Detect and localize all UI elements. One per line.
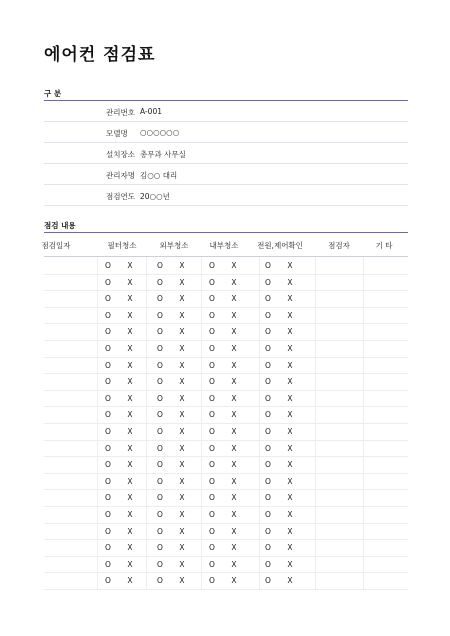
mark-o[interactable]: O xyxy=(265,476,271,486)
mark-o[interactable]: O xyxy=(265,460,271,470)
mark-x[interactable]: X xyxy=(179,427,185,436)
mark-x[interactable]: X xyxy=(231,576,237,586)
mark-o[interactable]: O xyxy=(157,493,163,503)
table-row xyxy=(44,390,408,408)
mark-o[interactable]: O xyxy=(105,476,111,486)
mark-o[interactable]: O xyxy=(105,493,111,503)
mark-o[interactable]: O xyxy=(209,576,215,586)
mark-o[interactable]: O xyxy=(265,443,271,453)
col-header-etc: 기 타 xyxy=(375,241,393,250)
mark-o[interactable]: O xyxy=(265,327,271,337)
mark-x[interactable]: X xyxy=(287,543,293,553)
mark-x[interactable]: X xyxy=(127,510,133,519)
mark-x[interactable]: X xyxy=(127,526,133,536)
table-row xyxy=(44,274,408,292)
table-row xyxy=(44,523,408,541)
mark-x[interactable]: X xyxy=(127,377,133,387)
mark-o[interactable]: O xyxy=(157,277,163,287)
mark-o[interactable]: O xyxy=(209,294,215,304)
mark-o[interactable]: O xyxy=(209,493,215,503)
mark-x[interactable]: X xyxy=(231,310,237,320)
table-row xyxy=(44,456,408,474)
mark-o[interactable]: O xyxy=(209,310,215,320)
table-row xyxy=(44,556,408,574)
mark-o[interactable]: O xyxy=(265,261,271,270)
mark-x[interactable]: X xyxy=(179,526,185,536)
col-header-outer: 외부청소 xyxy=(159,241,189,250)
mark-o[interactable]: O xyxy=(265,410,271,420)
mark-o[interactable]: O xyxy=(105,377,111,387)
mark-o[interactable]: O xyxy=(265,310,271,320)
table-row xyxy=(44,373,408,391)
mark-o[interactable]: O xyxy=(265,360,271,370)
mark-o[interactable]: O xyxy=(105,543,111,553)
mark-o[interactable]: O xyxy=(209,559,215,569)
col-header-date: 점검일자 xyxy=(41,241,71,250)
table-row xyxy=(44,423,408,441)
mark-o[interactable]: O xyxy=(209,526,215,536)
mark-x[interactable]: X xyxy=(179,393,185,403)
mark-x[interactable]: X xyxy=(127,543,133,553)
mark-x[interactable]: X xyxy=(287,327,293,337)
mark-o[interactable]: O xyxy=(209,377,215,387)
table-row xyxy=(44,257,408,275)
mark-x[interactable]: X xyxy=(287,393,293,403)
mark-x[interactable]: X xyxy=(231,460,237,470)
info-row xyxy=(44,100,408,122)
mark-x[interactable]: X xyxy=(287,360,293,370)
mark-x[interactable]: X xyxy=(287,526,293,536)
mark-o[interactable]: O xyxy=(265,559,271,569)
column-divider xyxy=(97,257,98,589)
mark-o[interactable]: O xyxy=(157,510,163,519)
mark-x[interactable]: X xyxy=(179,344,185,353)
mark-o[interactable]: O xyxy=(105,294,111,304)
mark-o[interactable]: O xyxy=(265,576,271,586)
mark-o[interactable]: O xyxy=(265,543,271,553)
mark-x[interactable]: X xyxy=(127,427,133,436)
mark-x[interactable]: X xyxy=(127,360,133,370)
mark-x[interactable]: X xyxy=(287,410,293,420)
col-header-inner: 내부청소 xyxy=(209,241,239,250)
mark-o[interactable]: O xyxy=(105,310,111,320)
mark-o[interactable]: O xyxy=(157,327,163,337)
inspection-table-header xyxy=(41,236,408,254)
mark-o[interactable]: O xyxy=(105,277,111,287)
mark-x[interactable]: X xyxy=(127,559,133,569)
mark-o[interactable]: O xyxy=(209,543,215,553)
mark-o[interactable]: O xyxy=(157,360,163,370)
mark-x[interactable]: X xyxy=(127,294,133,304)
mark-o[interactable]: O xyxy=(209,476,215,486)
mark-x[interactable]: X xyxy=(127,327,133,337)
mark-x[interactable]: X xyxy=(179,443,185,453)
mark-x[interactable]: X xyxy=(287,294,293,304)
info-label: 설치장소 xyxy=(106,150,135,159)
mark-x[interactable]: X xyxy=(231,277,237,287)
mark-x[interactable]: X xyxy=(127,393,133,403)
mark-o[interactable]: O xyxy=(265,393,271,403)
mark-o[interactable]: O xyxy=(209,443,215,453)
section-label-inspection: 점검 내용 xyxy=(44,221,76,230)
mark-o[interactable]: O xyxy=(209,360,215,370)
mark-o[interactable]: O xyxy=(209,427,215,436)
mark-x[interactable]: X xyxy=(231,526,237,536)
mark-o[interactable]: O xyxy=(105,327,111,337)
info-row xyxy=(44,163,408,185)
mark-x[interactable]: X xyxy=(231,410,237,420)
section-divider xyxy=(44,232,408,233)
info-row xyxy=(44,184,408,206)
mark-x[interactable]: X xyxy=(127,460,133,470)
mark-o[interactable]: O xyxy=(157,526,163,536)
info-value: A-001 xyxy=(140,107,162,116)
mark-o[interactable]: O xyxy=(265,427,271,436)
mark-x[interactable]: X xyxy=(179,377,185,387)
column-divider xyxy=(201,257,202,589)
mark-x[interactable]: X xyxy=(287,427,293,436)
table-row xyxy=(44,539,408,557)
info-label: 관리자명 xyxy=(106,171,135,180)
mark-o[interactable]: O xyxy=(157,427,163,436)
mark-o[interactable]: O xyxy=(157,410,163,420)
info-row xyxy=(44,121,408,143)
mark-o[interactable]: O xyxy=(209,344,215,353)
mark-x[interactable]: X xyxy=(231,510,237,519)
mark-x[interactable]: X xyxy=(287,344,293,353)
table-row xyxy=(44,473,408,491)
column-divider xyxy=(146,257,147,589)
mark-x[interactable]: X xyxy=(287,377,293,387)
mark-x[interactable]: X xyxy=(287,476,293,486)
mark-o[interactable]: O xyxy=(105,393,111,403)
mark-x[interactable]: X xyxy=(231,443,237,453)
col-header-filter: 필터청소 xyxy=(107,241,137,250)
mark-x[interactable]: X xyxy=(179,410,185,420)
mark-x[interactable]: X xyxy=(127,443,133,453)
mark-x[interactable]: X xyxy=(287,493,293,503)
mark-x[interactable]: X xyxy=(179,261,185,270)
mark-o[interactable]: O xyxy=(209,393,215,403)
mark-x[interactable]: X xyxy=(231,261,237,270)
mark-o[interactable]: O xyxy=(157,543,163,553)
mark-o[interactable]: O xyxy=(157,261,163,270)
column-divider xyxy=(315,257,316,589)
mark-o[interactable]: O xyxy=(209,410,215,420)
mark-x[interactable]: X xyxy=(179,493,185,503)
table-row xyxy=(44,290,408,308)
mark-x[interactable]: X xyxy=(179,360,185,370)
mark-x[interactable]: X xyxy=(231,360,237,370)
mark-x[interactable]: X xyxy=(287,261,293,270)
mark-x[interactable]: X xyxy=(127,344,133,353)
info-label: 모델명 xyxy=(106,129,128,138)
info-row xyxy=(44,142,408,164)
table-row xyxy=(44,307,408,325)
mark-o[interactable]: O xyxy=(105,460,111,470)
mark-o[interactable]: O xyxy=(105,427,111,436)
table-row xyxy=(44,357,408,375)
info-label: 관리번호 xyxy=(106,108,135,117)
info-label: 점검연도 xyxy=(106,192,135,201)
mark-x[interactable]: X xyxy=(287,310,293,320)
mark-o[interactable]: O xyxy=(265,294,271,304)
mark-o[interactable]: O xyxy=(265,526,271,536)
table-row xyxy=(44,440,408,458)
mark-o[interactable]: O xyxy=(105,261,111,270)
mark-x[interactable]: X xyxy=(287,576,293,586)
mark-o[interactable]: O xyxy=(105,410,111,420)
mark-o[interactable]: O xyxy=(157,576,163,586)
section-label-classification: 구 분 xyxy=(44,89,62,98)
mark-o[interactable]: O xyxy=(265,277,271,287)
page-title: 에어컨 점검표 xyxy=(44,45,156,65)
mark-x[interactable]: X xyxy=(179,576,185,586)
mark-o[interactable]: O xyxy=(105,559,111,569)
mark-x[interactable]: X xyxy=(127,310,133,320)
mark-x[interactable]: X xyxy=(287,460,293,470)
mark-x[interactable]: X xyxy=(231,377,237,387)
mark-o[interactable]: O xyxy=(105,344,111,353)
mark-x[interactable]: X xyxy=(127,277,133,287)
col-header-inspector: 점검자 xyxy=(328,241,350,250)
mark-x[interactable]: X xyxy=(179,460,185,470)
mark-x[interactable]: X xyxy=(179,277,185,287)
column-divider xyxy=(363,257,364,589)
mark-o[interactable]: O xyxy=(209,460,215,470)
mark-o[interactable]: O xyxy=(157,559,163,569)
mark-o[interactable]: O xyxy=(265,510,271,519)
mark-x[interactable]: X xyxy=(127,261,133,270)
info-value: 20○○년 xyxy=(140,192,170,201)
table-row xyxy=(44,406,408,424)
mark-o[interactable]: O xyxy=(209,510,215,519)
mark-x[interactable]: X xyxy=(179,310,185,320)
mark-o[interactable]: O xyxy=(265,344,271,353)
mark-x[interactable]: X xyxy=(231,327,237,337)
table-row xyxy=(44,489,408,507)
mark-x[interactable]: X xyxy=(231,393,237,403)
mark-o[interactable]: O xyxy=(157,460,163,470)
mark-x[interactable]: X xyxy=(287,510,293,519)
mark-x[interactable]: X xyxy=(231,344,237,353)
table-row xyxy=(44,572,408,590)
mark-o[interactable]: O xyxy=(157,393,163,403)
mark-o[interactable]: O xyxy=(157,310,163,320)
table-row xyxy=(44,340,408,358)
info-value: 총무과 사무실 xyxy=(140,150,186,159)
mark-x[interactable]: X xyxy=(127,410,133,420)
mark-o[interactable]: O xyxy=(209,277,215,287)
mark-x[interactable]: X xyxy=(231,294,237,304)
mark-o[interactable]: O xyxy=(105,526,111,536)
mark-o[interactable]: O xyxy=(105,576,111,586)
mark-x[interactable]: X xyxy=(179,559,185,569)
mark-o[interactable]: O xyxy=(105,443,111,453)
mark-x[interactable]: X xyxy=(179,327,185,337)
mark-x[interactable]: X xyxy=(179,543,185,553)
table-row xyxy=(44,506,408,524)
mark-x[interactable]: X xyxy=(179,294,185,304)
mark-x[interactable]: X xyxy=(179,476,185,486)
mark-o[interactable]: O xyxy=(105,360,111,370)
mark-x[interactable]: X xyxy=(127,493,133,503)
mark-o[interactable]: O xyxy=(157,476,163,486)
mark-x[interactable]: X xyxy=(231,427,237,436)
info-value: ○○○○○○ xyxy=(140,128,180,137)
mark-o[interactable]: O xyxy=(265,377,271,387)
mark-o[interactable]: O xyxy=(157,377,163,387)
mark-o[interactable]: O xyxy=(157,344,163,353)
mark-x[interactable]: X xyxy=(231,543,237,553)
mark-x[interactable]: X xyxy=(231,559,237,569)
mark-o[interactable]: O xyxy=(105,510,111,519)
mark-x[interactable]: X xyxy=(127,576,133,586)
mark-x[interactable]: X xyxy=(231,493,237,503)
mark-o[interactable]: O xyxy=(157,294,163,304)
mark-x[interactable]: X xyxy=(287,277,293,287)
col-header-power: 전원,제어확인 xyxy=(257,241,303,250)
mark-x[interactable]: X xyxy=(179,510,185,519)
mark-x[interactable]: X xyxy=(127,476,133,486)
mark-x[interactable]: X xyxy=(287,443,293,453)
column-divider xyxy=(259,257,260,589)
mark-o[interactable]: O xyxy=(265,493,271,503)
mark-o[interactable]: O xyxy=(157,443,163,453)
table-row xyxy=(44,323,408,341)
mark-o[interactable]: O xyxy=(209,261,215,270)
info-value: 김○○ 대리 xyxy=(140,171,178,180)
mark-x[interactable]: X xyxy=(231,476,237,486)
mark-x[interactable]: X xyxy=(287,559,293,569)
mark-o[interactable]: O xyxy=(209,327,215,337)
